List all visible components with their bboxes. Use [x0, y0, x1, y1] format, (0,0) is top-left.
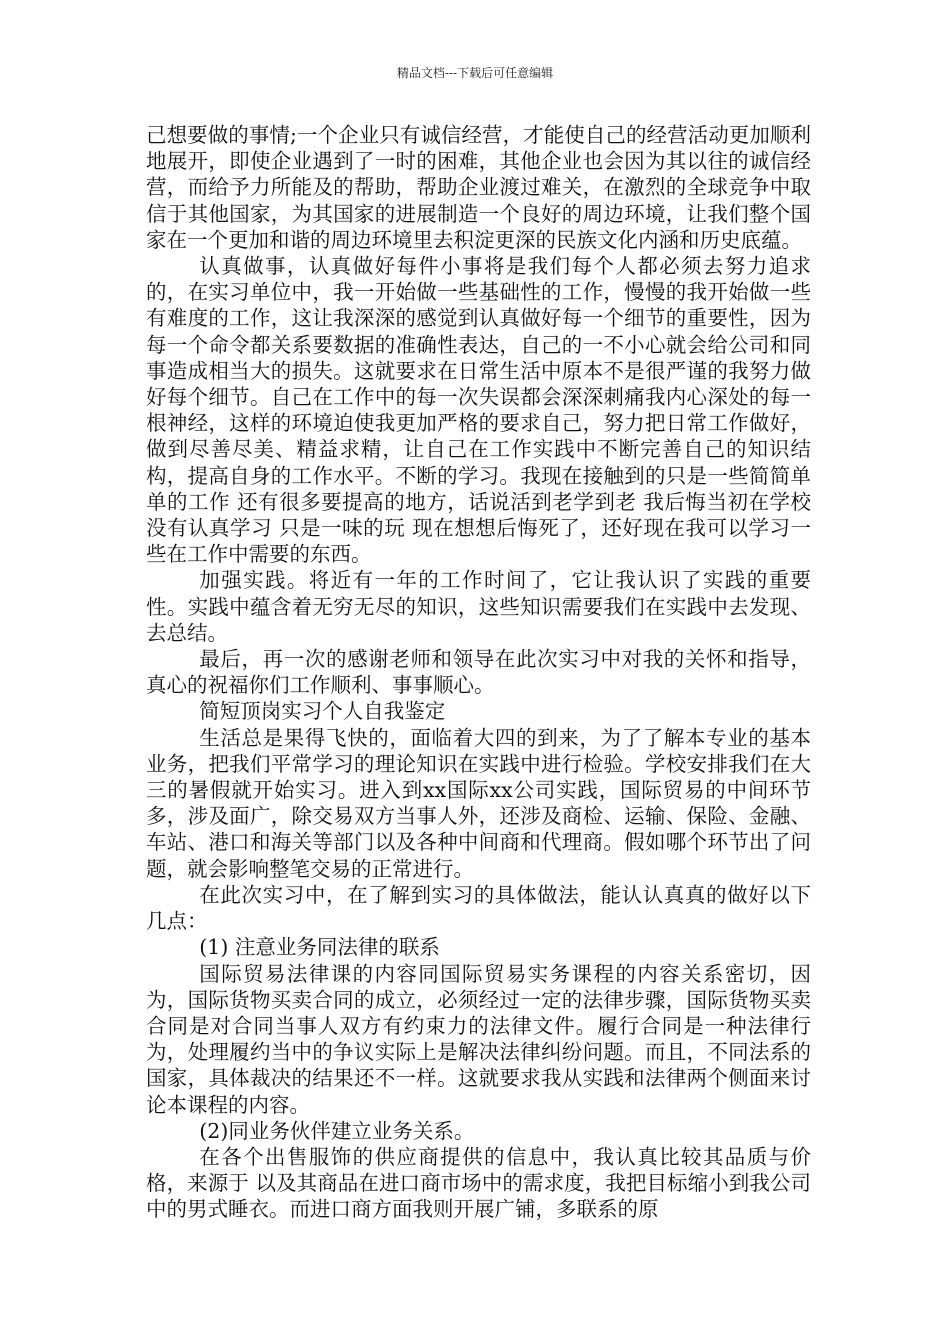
paragraph: 在此次实习中，在了解到实习的具体做法，能认认真真的做好以下几点： [146, 882, 811, 934]
subheading: (2)同业务伙伴建立业务关系。 [199, 1118, 475, 1143]
paragraph: 国际贸易法律课的内容同国际贸易实务课程的内容关系密切，因为，国际货物买卖合同的成立，必须经过一定的法律步骤，国际货物买卖合同是对合同当事人双方有约束力的法律文件。履行合同是一种法律行为，处理履约当中的争议实际上是解决法律纠纷问题。而且，不同法系的国家，具体裁决的结果还不一样。这就要求我从实践和法律两个侧面来讨论本课程的内容。 [146, 961, 811, 1117]
paragraph: 认真做事，认真做好每件小事将是我们每个人都必须去努力追求的，在实习单位中，我一开始做一些基础性的工作，慢慢的我开始做一些有难度的工作，这让我深深的感觉到认真做好每一个细节的重要性，因为每一个命令都关系要数据的准确性表达，自己的一不小心就会给公司和同事造成相当大的损失。这就要求在日常生活中原本不是很严谨的我努力做好每个细节。自己在工作中的每一次失误都会深深刺痛我内心深处的每一根神经，这样的环境迫使我更加严格的要求自己，努力把日常工作做好，做到尽善尽美、精益求精，让自己在工作实践中不断完善自己的知识结构，提高自身的工作水平。不断的学习。我现在接触到的只是一些简简单单的工作 还有很多要提高的地方，话说活到老学到老 我后悔当初在学校没有认真学习 只是一味的玩 现在想想后悔死了，还好现在我可以学习一些在工作中需要的东西。 [146, 254, 811, 567]
paragraph: 加强实践。将近有一年的工作时间了，它让我认识了实践的重要性。实践中蕴含着无穷无尽的知识，这些知识需要我们在实践中去发现、去总结。 [146, 568, 811, 645]
page-header: 精品文档---下载后可任意编辑 [396, 66, 554, 80]
paragraph: 生活总是果得飞快的，面临着大四的到来，为了了解本专业的基本业务，把我们平常学习的理论知识在实践中进行检验。学校安排我们在大三的暑假就开始实习。进入到xx国际xx公司实践，国际贸易的中间环节多，涉及面广，除交易双方当事人外，还涉及商检、运输、保险、金融、车站、港口和海关等部门以及各种中间商和代理商。假如哪个环节出了问题，就会影响整笔交易的正常进行。 [146, 725, 811, 881]
document-body [146, 122, 811, 1223]
section-title: 简短顶岗实习个人自我鉴定 [199, 699, 446, 724]
paragraph: 最后，再一次的感谢老师和领导在此次实习中对我的关怀和指导，真心的祝福你们工作顺利、事事顺心。 [146, 647, 811, 698]
subheading: (1) 注意业务同法律的联系 [199, 935, 440, 960]
paragraph: 在各个出售服饰的供应商提供的信息中，我认真比较其品质与价格，来源于 以及其商品在进口商市场中的需求度，我把目标缩小到我公司中的男式睡衣。而进口商方面我则开展广铺，多联系的原 [146, 1144, 811, 1222]
paragraph: 己想要做的事情;一个企业只有诚信经营，才能使自己的经营活动更加顺利地展开，即使企业遇到了一时的困难，其他企业也会因为其以往的诚信经营，而给予力所能及的帮助，帮助企业渡过难关，在激烈的全球竞争中取信于其他国家，为其国家的进展制造一个良好的周边环境，让我们整个国家在一个更加和谐的周边环境里去积淀更深的民族文化内涵和历史底蕴。 [146, 123, 811, 252]
